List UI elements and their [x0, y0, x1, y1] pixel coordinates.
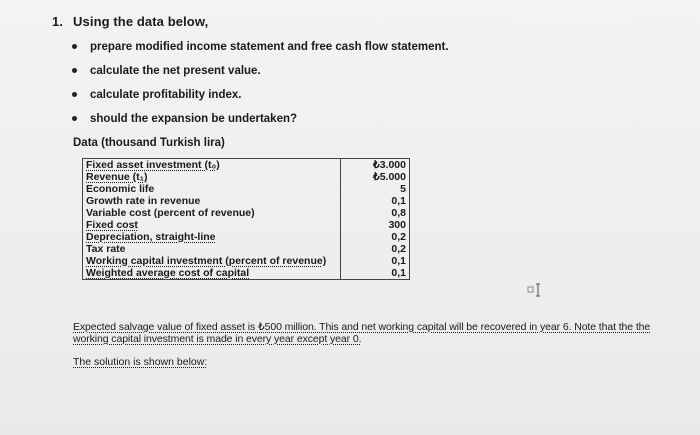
- row-value: 5: [340, 183, 409, 195]
- task-item: calculate profitability index.: [60, 86, 449, 110]
- question-number: 1.: [52, 14, 64, 29]
- row-value: 0,2: [340, 231, 409, 243]
- row-value: 0,8: [340, 207, 409, 219]
- task-item: calculate the net present value.: [60, 62, 449, 86]
- table-row: [83, 207, 410, 219]
- data-heading: Data (thousand Turkish lira): [73, 137, 225, 149]
- data-table: [82, 158, 410, 280]
- task-item: prepare modified income statement and free cash flow statement.: [60, 38, 449, 62]
- table-row: [83, 231, 410, 243]
- row-label: Variable cost (percent of revenue): [83, 207, 341, 219]
- row-label: Depreciation, straight-line: [83, 231, 341, 243]
- salvage-note: [73, 321, 683, 345]
- question-title: [52, 14, 208, 29]
- row-value: 0,1: [340, 195, 409, 207]
- row-label: Fixed asset investment (t₀): [83, 159, 341, 172]
- task-list: [60, 38, 449, 134]
- row-label: Tax rate: [83, 243, 341, 255]
- row-label: Working capital investment (percent of revenue): [83, 255, 341, 267]
- row-label: Weighted average cost of capital: [83, 267, 341, 280]
- row-label: Revenue (t₁): [83, 171, 341, 183]
- row-value: ₺5.000: [340, 171, 409, 183]
- table-row: [83, 267, 410, 280]
- row-value: 0,1: [340, 267, 409, 280]
- table-row: [83, 171, 410, 183]
- table-row: [83, 183, 410, 195]
- solution-text: The solution is shown below:: [73, 356, 208, 368]
- table-row: [83, 255, 410, 267]
- task-item: should the expansion be undertaken?: [60, 110, 449, 134]
- table-row: [83, 195, 410, 207]
- table-row: [83, 243, 410, 255]
- question-title-text: Using the data below,: [73, 14, 209, 29]
- row-value: ₺3.000: [340, 159, 409, 172]
- row-value: 300: [340, 219, 409, 231]
- row-label: Economic life: [83, 183, 341, 195]
- text-cursor-icon: [527, 282, 543, 298]
- row-value: 0,1: [340, 255, 409, 267]
- table-row: [83, 219, 410, 231]
- row-label: Growth rate in revenue: [83, 195, 341, 207]
- table-row: [83, 159, 410, 172]
- row-label: Fixed cost: [83, 219, 341, 231]
- row-value: 0,2: [340, 243, 409, 255]
- salvage-note-text: Expected salvage value of fixed asset is ₺500 million. This and net working capital will be recovered in year 6. Note that the the working capital investment is made in every year except year 0.: [73, 321, 651, 345]
